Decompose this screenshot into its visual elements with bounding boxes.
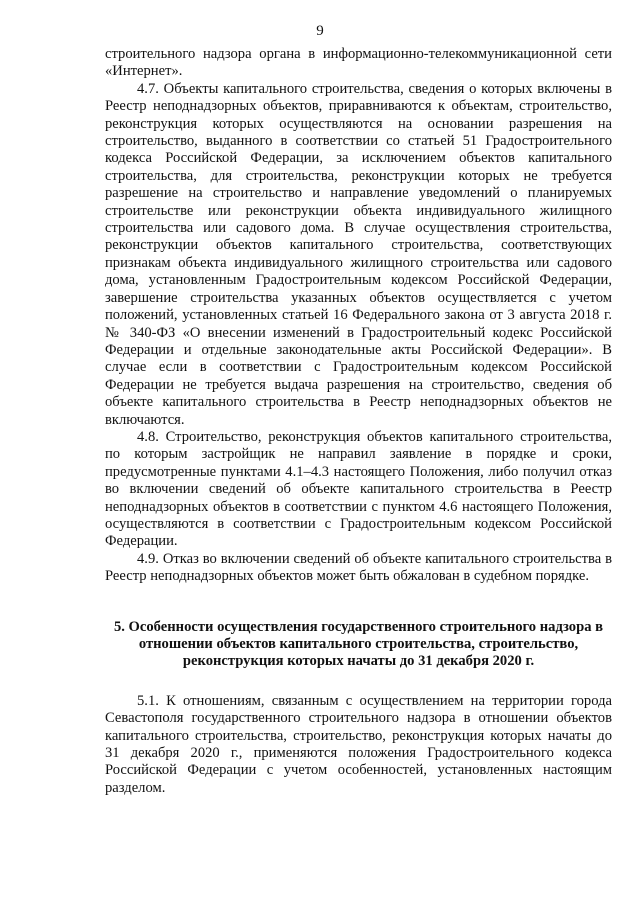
page-number: 9 xyxy=(316,23,324,39)
paragraph-4-8: 4.8. Строительство, реконструкция объектов капитального строительства, по которым застройщик не направил заявление в порядке и сроки, предусмотренные пунктами 4.1–4.3 настоящего Положения, либо получил отказ во включении сведений об объекте капитального строительства в Реестр неподнадзорных объектов в соответствии с пунктом 4.6 настоящего Положения, осуществляются в соответствии с Градостроительным кодексом Российской Федерации. xyxy=(105,428,612,550)
paragraph-5-1: 5.1. К отношениям, связанным с осуществлением на территории города Севастополя государственного строительного надзора в отношении объектов капитального строительства, строительство, реконструкция которых начаты до 31 декабря 2020 г., применяются положения Градостроительного кодекса Российской Федерации с учетом особенностей, установленных настоящим разделом. xyxy=(105,692,612,796)
paragraph-4-7: 4.7. Объекты капитального строительства, сведения о которых включены в Реестр неподнадзорных объектов, приравниваются к объектам, строительство, реконструкция которых осуществляются на основании разрешения на строительство, выданного в соответствии со статьей 51 Градостроительного кодекса Российской Федерации, за исключением объектов капитального строительства, для строительства, реконструкции которых не требуется разрешение на строительство и направление уведомлений о планируемых строительстве или реконструкции объекта индивидуального жилищного строительства или садового дома. В случае осуществления строительства, реконструкции объектов капитального строительства, соответствующих признакам объекта индивидуального жилищного строительства или садового дома, установленным Градостроительным кодексом Российской Федерации, завершение строительства указанных объектов осуществляется с учетом положений, установленных статьей 16 Федерального закона от 3 августа 2018 г. № 340-ФЗ «О внесении изменений в Градостроительный кодекс Российской Федерации и отдельные законодательные акты Российской Федерации». В случае если в соответствии с Градостроительным кодексом Российской Федерации не требуется выдача разрешения на строительство, сведения об объекте капитального строительства в Реестр неподнадзорных объектов не включаются. xyxy=(105,80,612,428)
section-5-heading: 5. Особенности осуществления государственного строительного надзора в отношении объектов капитального строительства, строительство, реконструкция которых начаты до 31 декабря 2020 г. xyxy=(113,618,604,670)
section-5-body xyxy=(105,693,612,797)
paragraph-4-9: 4.9. Отказ во включении сведений об объекте капитального строительства в Реестр неподнадзорных объектов может быть обжалован в судебном порядке. xyxy=(105,550,612,585)
document-body xyxy=(105,46,612,797)
paragraph-continuation: строительного надзора органа в информационно-телекоммуникационной сети «Интернет». xyxy=(105,46,612,80)
